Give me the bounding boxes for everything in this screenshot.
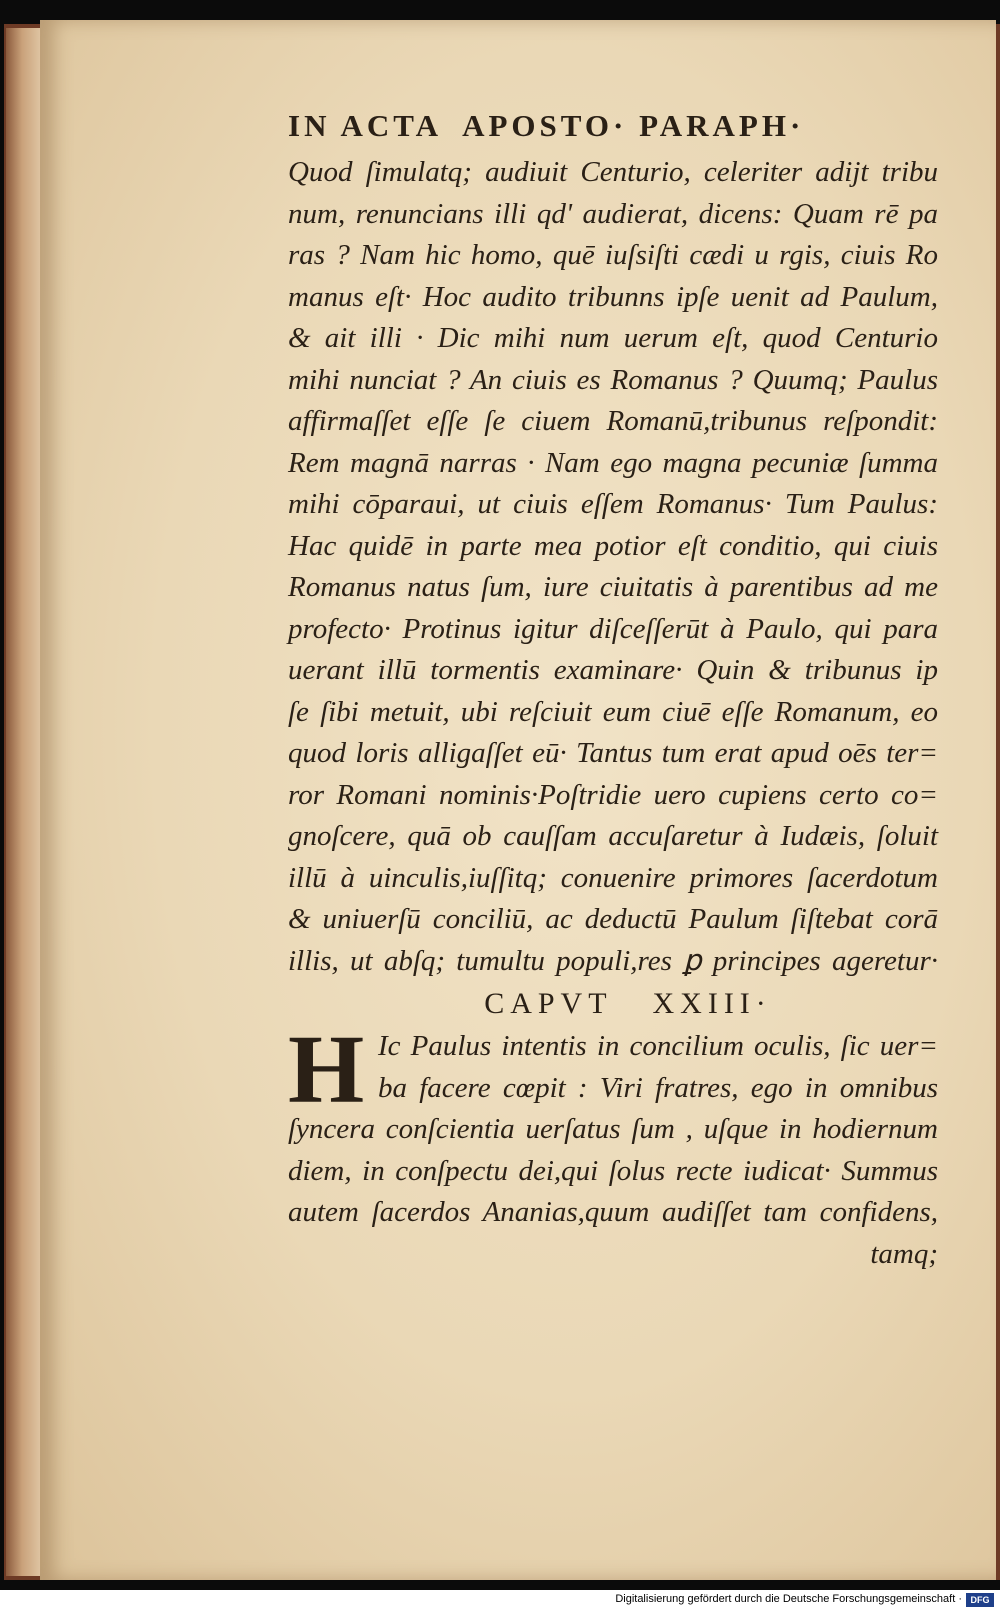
text-line: illis, ut abſq; tumultu populi,res ꝑ principes ageretur· xyxy=(288,944,938,977)
text-line: ſyncera conſcientia uerſatus ſum , uſque in hodiernum xyxy=(288,1113,938,1145)
text-line: ba facere cœpit : Viri fratres, ego in omnibus xyxy=(378,1071,938,1104)
text-line: affirmaſſet eſſe ſe ciuem Romanū,tribunus reſpondit: xyxy=(288,405,938,437)
text-line: autem ſacerdos Ananias,quum audiſſet tam confidens, xyxy=(288,1196,938,1228)
funding-credit: Digitalisierung gefördert durch die Deutsche Forschungsgemeinschaft · xyxy=(615,1593,962,1605)
text-line: num, renuncians illi qd' audierat, dicens: Quam rē pa xyxy=(288,197,938,230)
paragraph-1 xyxy=(288,152,938,982)
text-line: diem, in conſpectu dei,qui ſolus recte iudicat· Summus xyxy=(288,1154,938,1187)
text-line: Quod ſimulatq; audiuit Centurio, celeriter adijt tribu xyxy=(288,156,938,188)
text-line: quod loris alligaſſet eū· Tantus tum erat apud oēs ter= xyxy=(288,737,938,769)
running-head: IN ACTA APOSTO· PARAPH· xyxy=(288,108,805,143)
text-line: & uniuerſū conciliū, ac deductū Paulum ſiſtebat corā xyxy=(288,903,938,935)
text-line: ſe ſibi metuit, ubi reſciuit eum ciuē eſſe Romanum, eo xyxy=(288,695,938,728)
text-line: illū à uinculis,iuſſitq; conuenire primores ſacerdotum xyxy=(288,861,938,894)
text-line: ras ? Nam hic homo, quē iuſsiſti cædi u rgis, ciuis Ro xyxy=(288,239,938,271)
text-line: gnoſcere, quā ob cauſſam accuſaretur à Iudæis, ſoluit xyxy=(288,820,938,852)
text-line: mihi nunciat ? An ciuis es Romanus ? Quumq; Paulus xyxy=(288,363,938,396)
text-line: ror Romani nominis·Poſtridie uero cupiens certo co= xyxy=(288,778,938,811)
chapter-heading: CAPVT XXIII· xyxy=(484,987,772,1020)
catchword: tamq; xyxy=(870,1237,938,1270)
text-line: & ait illi · Dic mihi num uerum eſt, quod Centurio xyxy=(288,322,938,354)
text-line: Hac quidē in parte mea potior eſt conditio, qui ciuis xyxy=(288,529,938,562)
digitization-footer xyxy=(0,1590,1000,1612)
text-line: Ic Paulus intentis in concilium oculis, ſic uer= xyxy=(378,1030,938,1062)
text-line: mihi cōparaui, ut ciuis eſſem Romanus· Tum Paulus: xyxy=(288,488,938,520)
drop-cap: H xyxy=(288,1016,365,1124)
text-block xyxy=(288,100,938,1275)
text-line: profecto· Protinus igitur diſceſſerūt à Paulo, qui para xyxy=(288,612,938,645)
text-line: Romanus natus ſum, iure ciuitatis à parentibus ad me xyxy=(288,571,938,603)
text-line: uerant illū tormentis examinare· Quin & tribunus ip xyxy=(288,654,938,686)
paragraph-2 xyxy=(288,1016,938,1234)
text-line: Rem magnā narras · Nam ego magna pecuniæ ſumma xyxy=(288,446,938,479)
dfg-logo-icon: DFG xyxy=(966,1593,994,1607)
book-page xyxy=(40,20,996,1580)
text-line: manus eſt· Hoc audito tribunns ipſe uenit ad Paulum, xyxy=(288,280,938,313)
